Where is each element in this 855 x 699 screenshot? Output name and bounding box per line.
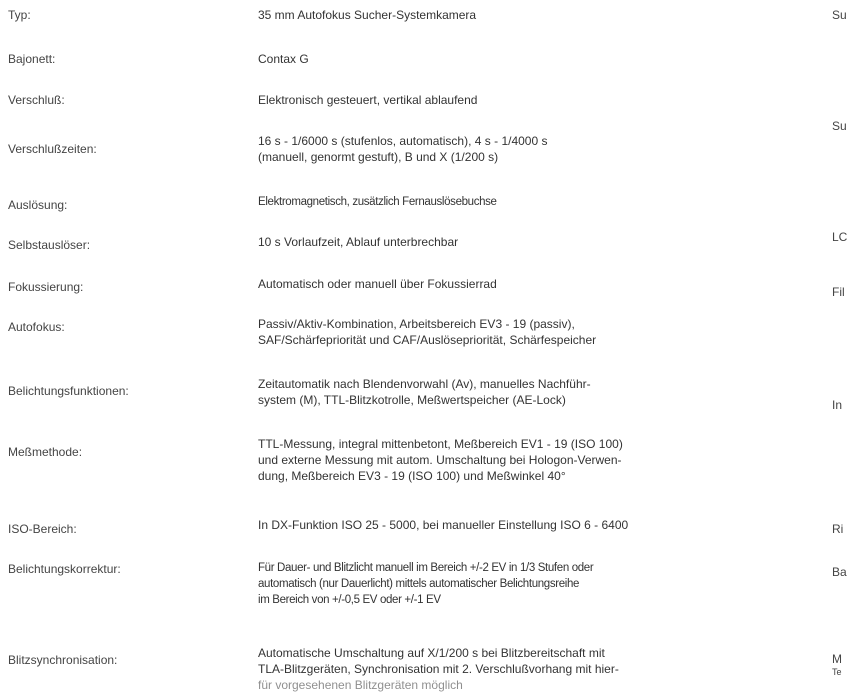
spec-value-line: (manuell, genormt gestuft), B und X (1/200 s) [258,150,499,164]
spec-value [258,51,778,67]
spec-label: Blitzsynchronisation: [8,653,118,667]
spec-value-line: SAF/Schärfepriorität und CAF/Auslösepriorität, Schärfespeicher [258,333,597,347]
spec-value-line: Zeitautomatik nach Blendenvorwahl (Av), manuelles Nachführ- [258,377,591,391]
spec-label: Selbstauslöser: [8,238,91,252]
spec-value-line: und externe Messung mit autom. Umschaltung bei Hologon-Verwen- [258,453,622,467]
spec-label: Typ: [8,8,31,22]
right-column-fragment: Ba [832,565,847,579]
right-column-fragment: Su [832,8,847,22]
right-column-fragment: M [832,652,842,666]
spec-label: Verschlußzeiten: [8,142,97,156]
spec-value-line: Für Dauer- und Blitzlicht manuell im Bereich +/-2 EV in 1/3 Stufen oder [258,562,594,574]
spec-value-line: Elektromagnetisch, zusätzlich Fernauslösebuchse [258,196,497,208]
spec-value-line: 10 s Vorlaufzeit, Ablauf unterbrechbar [258,235,459,249]
spec-value [258,316,778,348]
spec-value-line: automatisch (nur Dauerlicht) mittels automatischer Belichtungsreihe [258,578,580,590]
spec-value-line: system (M), TTL-Blitzkotrolle, Meßwertspeicher (AE-Lock) [258,393,566,407]
spec-value [258,560,778,608]
spec-label: Bajonett: [8,52,56,66]
spec-label: Auslösung: [8,198,68,212]
spec-value [258,194,778,210]
right-column-fragment: Te [832,667,842,677]
spec-value [258,7,778,23]
spec-label: Belichtungsfunktionen: [8,384,129,398]
spec-value-line: für vorgesehenen Blitzgeräten möglich [258,678,463,692]
spec-value [258,234,778,250]
spec-value-line: dung, Meßbereich EV3 - 19 (ISO 100) und Meßwinkel 40° [258,469,566,483]
spec-label: ISO-Bereich: [8,522,77,536]
spec-value-line: Contax G [258,52,309,66]
spec-value-line: In DX-Funktion ISO 25 - 5000, bei manueller Einstellung ISO 6 - 6400 [258,518,629,532]
spec-label: Autofokus: [8,320,65,334]
right-column-fragment: LC [832,230,848,244]
spec-value [258,376,778,408]
spec-label: Verschluß: [8,93,65,107]
spec-value [258,276,778,292]
right-column-fragment: Ri [832,522,844,536]
spec-value-line: 35 mm Autofokus Sucher-Systemkamera [258,8,477,22]
spec-value-line: Elektronisch gesteuert, vertikal ablaufend [258,93,478,107]
spec-label: Fokussierung: [8,280,84,294]
spec-label: Meßmethode: [8,445,83,459]
spec-value-line: 16 s - 1/6000 s (stufenlos, automatisch), 4 s - 1/4000 s [258,134,548,148]
spec-value-line: Passiv/Aktiv-Kombination, Arbeitsbereich EV3 - 19 (passiv), [258,317,575,331]
spec-value [258,92,778,108]
spec-value [258,133,778,165]
spec-value-line: TLA-Blitzgeräten, Synchronisation mit 2. Verschlußvorhang mit hier- [258,662,619,676]
right-column-fragment: In [832,398,843,412]
spec-value-line: TTL-Messung, integral mittenbetont, Meßbereich EV1 - 19 (ISO 100) [258,437,623,451]
spec-value-line: Automatisch oder manuell über Fokussierrad [258,277,497,291]
spec-value [258,517,778,533]
spec-value [258,436,778,484]
right-column-fragment: Fil [832,285,845,299]
right-column-fragment: Su [832,119,847,133]
spec-value-line: im Bereich von +/-0,5 EV oder +/-1 EV [258,594,441,606]
spec-label: Belichtungskorrektur: [8,562,121,576]
spec-value-line: Automatische Umschaltung auf X/1/200 s bei Blitzbereitschaft mit [258,646,605,660]
spec-value [258,645,778,693]
